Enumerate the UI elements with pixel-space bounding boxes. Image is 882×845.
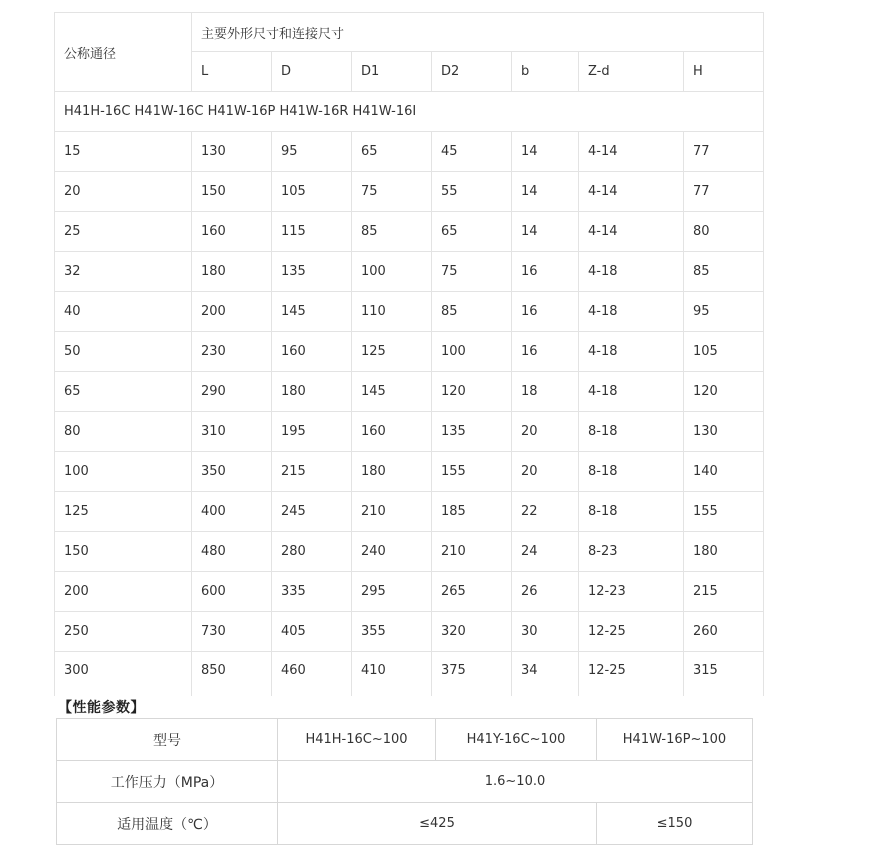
table-cell: 20	[512, 452, 579, 492]
table-cell: 150	[192, 172, 272, 212]
table-cell: 95	[272, 132, 352, 172]
table-cell: 135	[432, 412, 512, 452]
table-cell: 15	[55, 132, 192, 172]
table-cell: 80	[55, 412, 192, 452]
table-cell: 4-14	[579, 172, 684, 212]
table-cell: 215	[684, 572, 764, 612]
table-cell: 180	[684, 532, 764, 572]
table-cell: 16	[512, 292, 579, 332]
table-cell: 400	[192, 492, 272, 532]
model-cell: H41H-16C~100	[278, 719, 436, 761]
table-cell: 100	[55, 452, 192, 492]
table-cell: 130	[684, 412, 764, 452]
table-row	[55, 532, 764, 572]
table-cell: 355	[352, 612, 432, 652]
table-cell: 280	[272, 532, 352, 572]
column-header: Z-d	[579, 52, 684, 92]
table-row	[55, 452, 764, 492]
column-header: D1	[352, 52, 432, 92]
table-cell: 110	[352, 292, 432, 332]
table-cell: 265	[432, 572, 512, 612]
table-cell: 100	[432, 332, 512, 372]
table-cell: 375	[432, 652, 512, 697]
table-row	[55, 252, 764, 292]
table-cell: 65	[352, 132, 432, 172]
temperature-label: 适用温度（℃）	[57, 803, 278, 845]
table-cell: 65	[55, 372, 192, 412]
table-row	[55, 332, 764, 372]
table-cell: 460	[272, 652, 352, 697]
table-cell: 240	[352, 532, 432, 572]
table-cell: 195	[272, 412, 352, 452]
table-cell: 295	[352, 572, 432, 612]
table-cell: 140	[684, 452, 764, 492]
table-row	[55, 492, 764, 532]
table-cell: 18	[512, 372, 579, 412]
table-cell: 180	[192, 252, 272, 292]
table-cell: 8-23	[579, 532, 684, 572]
table-cell: 12-25	[579, 612, 684, 652]
column-header: D2	[432, 52, 512, 92]
table-cell: 8-18	[579, 452, 684, 492]
table-cell: 20	[55, 172, 192, 212]
table-cell: 150	[55, 532, 192, 572]
table-cell: 245	[272, 492, 352, 532]
table-cell: 335	[272, 572, 352, 612]
table-cell: 125	[55, 492, 192, 532]
working-pressure-value: 1.6~10.0	[278, 761, 753, 803]
table-cell: 4-14	[579, 212, 684, 252]
table-cell: 115	[272, 212, 352, 252]
dimensions-table	[54, 12, 764, 696]
table-cell: 730	[192, 612, 272, 652]
table-cell: 315	[684, 652, 764, 697]
table-cell: 32	[55, 252, 192, 292]
table-cell: 250	[55, 612, 192, 652]
table-cell: 80	[684, 212, 764, 252]
table-cell: 30	[512, 612, 579, 652]
table-cell: 14	[512, 132, 579, 172]
table-cell: 65	[432, 212, 512, 252]
table-cell: 105	[272, 172, 352, 212]
performance-table	[56, 718, 753, 845]
table-cell: 310	[192, 412, 272, 452]
table-cell: 180	[272, 372, 352, 412]
table-row	[55, 372, 764, 412]
table-cell: 45	[432, 132, 512, 172]
table-cell: 75	[432, 252, 512, 292]
table-row	[55, 212, 764, 252]
table-cell: 22	[512, 492, 579, 532]
table-cell: 210	[352, 492, 432, 532]
table-cell: 180	[352, 452, 432, 492]
table-cell: 4-18	[579, 372, 684, 412]
table-cell: 480	[192, 532, 272, 572]
table-cell: 20	[512, 412, 579, 452]
column-header: H	[684, 52, 764, 92]
table-cell: 4-18	[579, 332, 684, 372]
table-cell: 160	[352, 412, 432, 452]
table-cell: 185	[432, 492, 512, 532]
main-dimensions-header: 主要外形尺寸和连接尺寸	[192, 13, 764, 52]
table-cell: 200	[192, 292, 272, 332]
table-cell: 34	[512, 652, 579, 697]
table-row	[55, 572, 764, 612]
table-cell: 120	[432, 372, 512, 412]
table-cell: 85	[352, 212, 432, 252]
table-cell: 290	[192, 372, 272, 412]
table-cell: 8-18	[579, 492, 684, 532]
working-pressure-label: 工作压力（MPa）	[57, 761, 278, 803]
temperature-value: ≤150	[597, 803, 753, 845]
table-cell: 350	[192, 452, 272, 492]
table-cell: 300	[55, 652, 192, 697]
table-cell: 4-18	[579, 252, 684, 292]
table-cell: 24	[512, 532, 579, 572]
nominal-diameter-header: 公称通径	[55, 13, 192, 92]
table-cell: 405	[272, 612, 352, 652]
column-header: L	[192, 52, 272, 92]
table-cell: 210	[432, 532, 512, 572]
table-cell: 85	[684, 252, 764, 292]
model-cell: H41Y-16C~100	[436, 719, 597, 761]
table-row	[55, 132, 764, 172]
table-cell: 16	[512, 332, 579, 372]
table-cell: 85	[432, 292, 512, 332]
table-cell: 135	[272, 252, 352, 292]
table-cell: 75	[352, 172, 432, 212]
table-cell: 155	[432, 452, 512, 492]
table-cell: 4-14	[579, 132, 684, 172]
table-cell: 130	[192, 132, 272, 172]
table-cell: 160	[192, 212, 272, 252]
table-cell: 8-18	[579, 412, 684, 452]
table-cell: 160	[272, 332, 352, 372]
table-cell: 4-18	[579, 292, 684, 332]
table-cell: 25	[55, 212, 192, 252]
table-row	[55, 172, 764, 212]
performance-heading: 【性能参数】	[58, 700, 145, 716]
table-cell: 14	[512, 172, 579, 212]
table-cell: 105	[684, 332, 764, 372]
column-header: D	[272, 52, 352, 92]
table-cell: 95	[684, 292, 764, 332]
table-row	[55, 652, 764, 697]
table-cell: 155	[684, 492, 764, 532]
table-cell: 215	[272, 452, 352, 492]
table-cell: 120	[684, 372, 764, 412]
table-cell: 145	[352, 372, 432, 412]
table-cell: 50	[55, 332, 192, 372]
table-cell: 26	[512, 572, 579, 612]
table-cell: 14	[512, 212, 579, 252]
table-cell: 320	[432, 612, 512, 652]
temperature-value: ≤425	[278, 803, 597, 845]
table-row	[55, 292, 764, 332]
table-cell: 600	[192, 572, 272, 612]
model-list-row: H41H-16C H41W-16C H41W-16P H41W-16R H41W-16I	[55, 92, 764, 132]
table-cell: 145	[272, 292, 352, 332]
column-header: b	[512, 52, 579, 92]
table-cell: 40	[55, 292, 192, 332]
model-label: 型号	[57, 719, 278, 761]
table-cell: 16	[512, 252, 579, 292]
table-row	[55, 412, 764, 452]
table-cell: 55	[432, 172, 512, 212]
table-cell: 850	[192, 652, 272, 697]
table-cell: 77	[684, 172, 764, 212]
table-cell: 77	[684, 132, 764, 172]
table-cell: 12-25	[579, 652, 684, 697]
model-cell: H41W-16P~100	[597, 719, 753, 761]
table-cell: 100	[352, 252, 432, 292]
table-cell: 230	[192, 332, 272, 372]
table-cell: 260	[684, 612, 764, 652]
table-cell: 410	[352, 652, 432, 697]
table-cell: 12-23	[579, 572, 684, 612]
table-row	[55, 612, 764, 652]
table-cell: 125	[352, 332, 432, 372]
table-cell: 200	[55, 572, 192, 612]
